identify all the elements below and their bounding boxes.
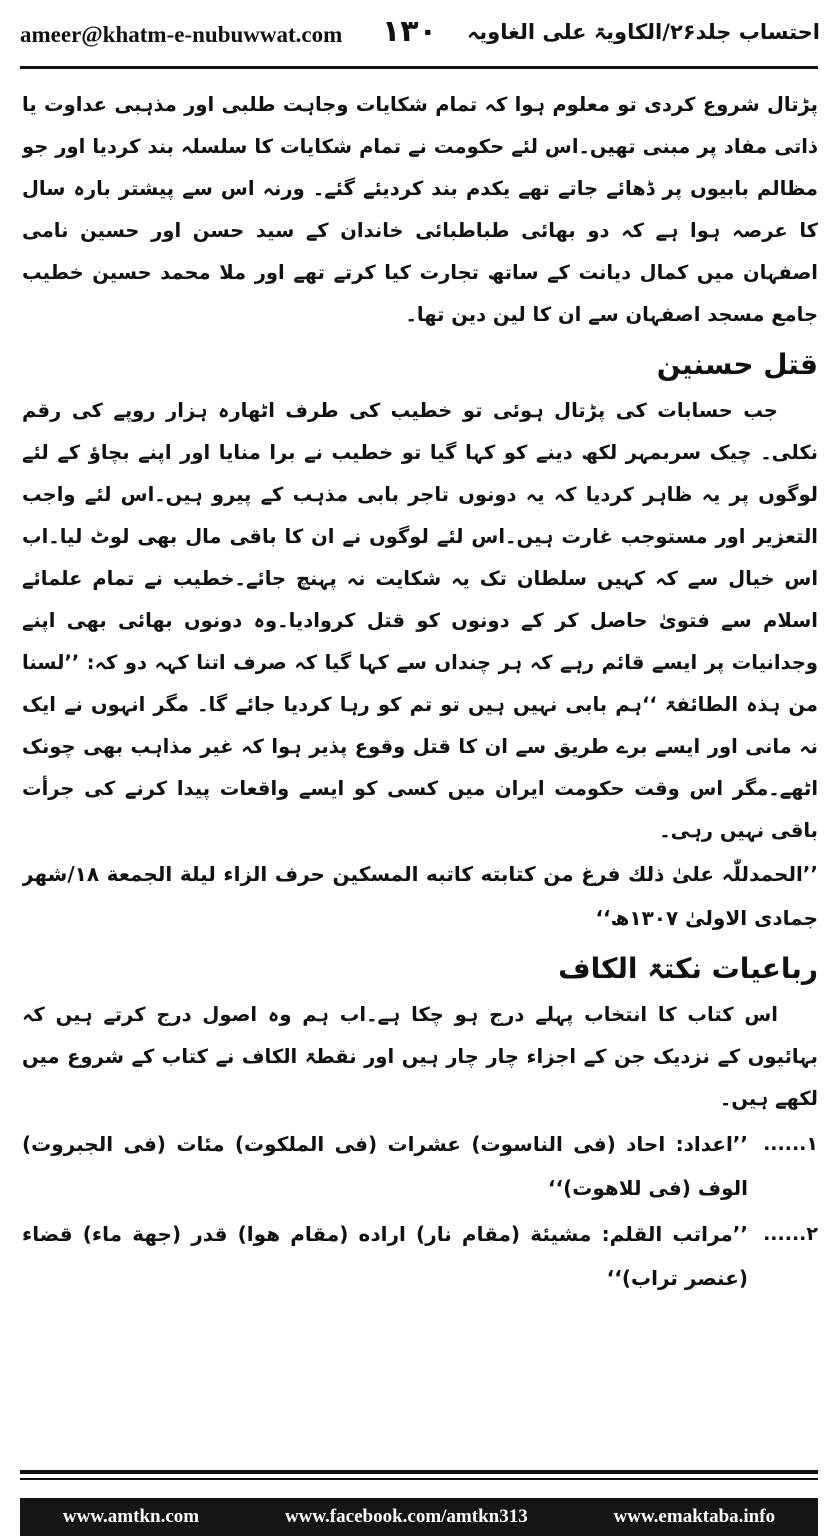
footer-rule-thin — [20, 1478, 818, 1480]
paragraph-2: جب حسابات کی پڑتال ہوئی تو خطیب کی طرف اٹھارہ ہزار روپے کی رقم نکلی۔ چیک سربمہر لکھ دینے کو کہا گیا تو خطیب نے برا منایا اور اپنے بچاؤ کے لئے لوگوں پر یہ ظاہر کردیا کہ یہ دونوں تاجر بابی مذہب کے پیرو ہیں۔اس لئے واجب التعزیر اور مستوجب غارت ہیں۔اس لئے لوگوں نے ان کا باقی مال بھی لوٹ لیا۔اب اس خیال سے کہ کہیں سلطان تک یہ شکایت نہ پہنچ جائے۔خطیب نے تمام علمائے اسلام سے فتویٰ حاصل کر کے دونوں کو قتل کروادیا۔وہ دونوں بھائی بھی اپنے وجدانیات پر ایسے قائم رہے کہ ہر چنداں سے کہا گیا کہ صرف اتنا کہہ دو کہ: ’’لسنا من ہذہ الطائفۃ ‘‘ہم بابی نہیں ہیں تو تم کو رہا کردیا جائے گا۔ مگر انہوں نے ایک نہ مانی اور ایسے برے طریق سے ان کا قتل وقوع پذیر ہوا کہ غیر مذاہب بھی چونک اٹھے۔مگر اس وقت حکومت ایران میں کسی کو ایسے واقعات پیدا کرنے کی جرأت باقی نہیں رہی۔ — [22, 399, 818, 842]
paragraph-3: اس کتاب کا انتخاب پہلے درج ہو چکا ہے۔اب ہم وہ اصول درج کرتے ہیں کہ بہائیوں کے نزدیک جن کے اجزاء چار چار ہیں اور نقطۃ الکاف نے کتاب کے شروع میں لکھے ہیں۔ — [22, 1003, 818, 1110]
header-rule — [20, 66, 818, 69]
page-footer — [0, 1470, 840, 1540]
page-number: ۱۳۰ — [382, 14, 437, 49]
footer-links-bar — [20, 1498, 818, 1536]
list-item-text: ’’مراتب القلم: مشیئة (مقام نار) اراده (مقام هوا) قدر (جهة ماء) قضاء (عنصر تراب)‘‘ — [22, 1222, 748, 1290]
list-item-number: ۱...... — [763, 1133, 818, 1155]
arabic-colophon-quote: ’’الحمدللّٰہ علیٰ ذلك فرغ من کتابته کاتبه المسکین حرف الزاء لیلة الجمعة ۱۸/شهر جمادی الاولیٰ ۱۳۰۷ھ‘‘ — [22, 862, 818, 930]
page-header — [0, 0, 840, 78]
list-item — [22, 1122, 818, 1210]
section-heading-qatl-hasnain: قتل حسنین — [656, 348, 818, 381]
footer-link-facebook[interactable]: www.facebook.com/amtkn313 — [284, 1506, 528, 1527]
footer-rule-thick — [20, 1470, 818, 1474]
section-heading-rubaiyat: رباعیات نکتۃ الکاف — [558, 952, 818, 985]
list-item-text: ’’اعداد: احاد (فی الناسوت) عشرات (فی الملکوت) مئات (فی الجبروت) الوف (فی للاهوت)‘‘ — [22, 1132, 748, 1200]
book-title: احتساب جلد۲۶/الکاویۃ علی الغاویہ — [466, 20, 820, 44]
header-email: ameer@khatm-e-nubuwwat.com — [20, 22, 343, 47]
list-item — [22, 1212, 818, 1300]
page-body — [22, 84, 818, 1456]
footer-link-emaktaba[interactable]: www.emaktaba.info — [613, 1506, 776, 1527]
footer-link-amtkn[interactable]: www.amtkn.com — [62, 1506, 200, 1527]
list-item-number: ۲...... — [763, 1223, 818, 1245]
paragraph-1: پڑتال شروع کردی تو معلوم ہوا کہ تمام شکایات وجاہت طلبی اور مذہبی عداوت یا ذاتی مفاد پر مبنی تھیں۔اس لئے حکومت نے تمام شکایات کا سلسلہ بند کردیا اور جو مظالم بابیوں پر ڈھائے جاتے تھے یکدم بند کردیئے گئے۔ ورنہ اس سے پیشتر بارہ سال کا عرصہ ہوا ہے کہ دو بھائی طباطبائی خاندان کے سید حسن اور حسین نامی اصفہان میں کمال دیانت کے ساتھ تجارت کیا کرتے تھے اور ملا محمد حسین خطیب جامع مسجد اصفہان سے ان کا لین دین تھا۔ — [22, 93, 818, 326]
